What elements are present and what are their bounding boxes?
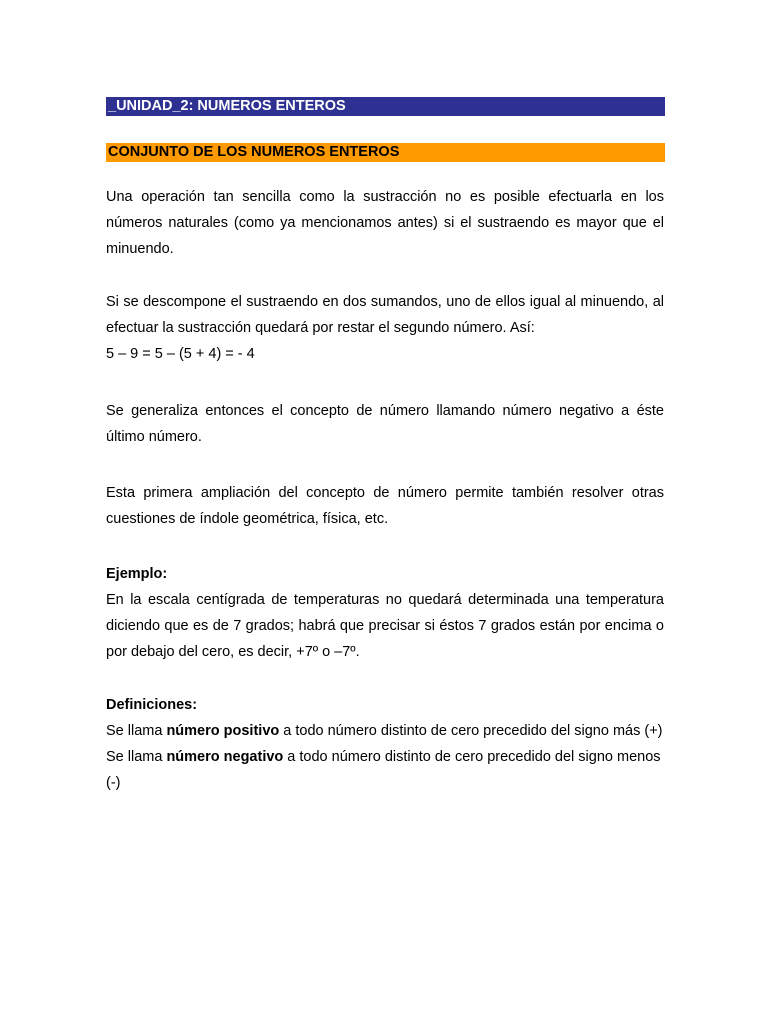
example-text: En la escala centígrada de temperaturas no quedará determinada una temperatura diciendo que es de 7 grados; habrá que precisar si éstos 7 grados están por encima o por debajo del cero, es decir, +7º o –7º. [106, 592, 664, 660]
definition-positive-suffix: a todo número distinto de cero precedido del signo más (+) [279, 723, 663, 739]
definitions-block [106, 692, 664, 796]
example-heading: Ejemplo: [106, 566, 168, 582]
definitions-heading: Definiciones: [106, 697, 198, 713]
definition-positive-prefix: Se llama [106, 723, 167, 739]
example-block [106, 561, 664, 665]
definition-negative-suffix: a todo número distinto de cero precedido del signo menos (-) [106, 749, 661, 791]
paragraph-negative-number: Se generaliza entonces el concepto de número llamando número negativo a éste último número. [106, 403, 664, 445]
equation: 5 – 9 = 5 – (5 + 4) = - 4 [106, 346, 255, 362]
paragraph-decomposition [106, 289, 664, 367]
paragraph-decomposition-text: Si se descompone el sustraendo en dos sumandos, uno de ellos igual al minuendo, al efectuar la sustracción quedará por restar el segundo número. Así: [106, 294, 664, 336]
definition-negative [106, 744, 664, 796]
definition-positive-term: número positivo [166, 723, 280, 739]
paragraph-subtraction: Una operación tan sencilla como la sustracción no es posible efectuarla en los números naturales (como ya mencionamos antes) si el sustraendo es mayor que el minuendo. [106, 189, 664, 257]
unit-header: _UNIDAD_2: NUMEROS ENTEROS [106, 97, 665, 116]
definition-positive [106, 718, 664, 744]
section-header: CONJUNTO DE LOS NUMEROS ENTEROS [106, 143, 665, 162]
definition-negative-term: número negativo [166, 749, 284, 765]
definition-negative-prefix: Se llama [106, 749, 167, 765]
paragraph-extension: Esta primera ampliación del concepto de número permite también resolver otras cuestiones de índole geométrica, física, etc. [106, 485, 664, 527]
